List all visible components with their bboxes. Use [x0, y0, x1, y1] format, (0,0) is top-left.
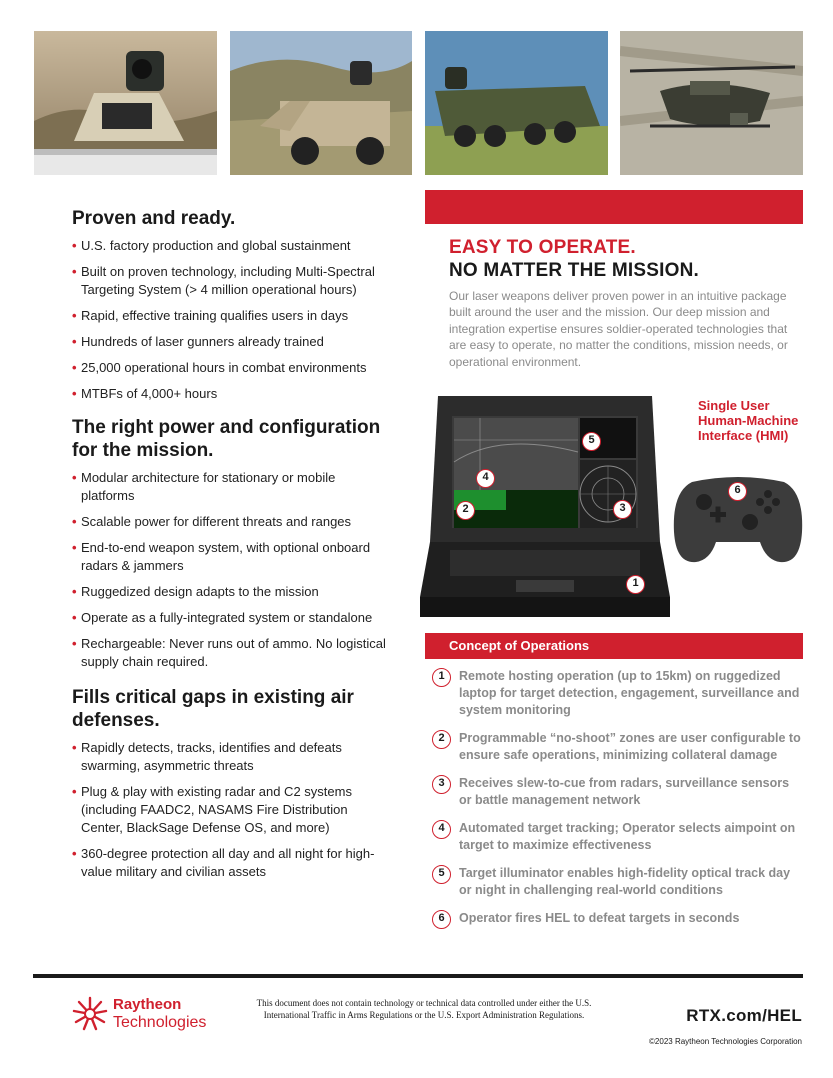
section-title-power: The right power and configuration for the mission.	[72, 417, 381, 461]
photo-utility-vehicle	[230, 31, 412, 175]
conops-header-bar	[425, 633, 803, 659]
list-item	[432, 865, 802, 899]
list-item: • Hundreds of laser gunners already trained	[72, 333, 392, 351]
list-item: • Rapidly detects, tracks, identifies and defeats swarming, asymmetric threats	[72, 739, 392, 775]
step-number: 4	[432, 820, 451, 839]
bullet-list-power	[72, 469, 392, 671]
list-item: • Operate as a fully-integrated system or standalone	[72, 609, 392, 627]
step-number: 1	[432, 668, 451, 687]
photo-armored-vehicle	[425, 31, 608, 175]
list-item: • Scalable power for different threats and ranges	[72, 513, 392, 531]
callout-4: 4	[476, 469, 495, 488]
section-title-proven: Proven and ready.	[72, 208, 236, 229]
list-item	[432, 668, 802, 719]
section-title-gaps: Fills critical gaps in existing air defenses.	[72, 687, 354, 731]
callout-5: 5	[582, 432, 601, 451]
list-item	[432, 910, 802, 929]
step-number: 3	[432, 775, 451, 794]
list-item: • Rapid, effective training qualifies users in days	[72, 307, 392, 325]
list-item: • Rechargeable: Never runs out of ammo. No logistical supply chain required.	[72, 635, 392, 671]
step-text: Remote hosting operation (up to 15km) on ruggedized laptop for target detection, engagement, surveillance and system monitoring	[459, 669, 800, 717]
list-item: • Plug & play with existing radar and C2 systems (including FAADC2, NASAMS Fire Distribution Center, BlackSage Defense OS, and more)	[72, 783, 392, 837]
easy-to-operate-block	[449, 236, 809, 370]
website-link[interactable]: RTX.com/HEL	[686, 1006, 802, 1025]
intro-paragraph: Our laser weapons deliver proven power in an intuitive package built around the user and the mission. Our deep mission and integration expertise ensures soldier-operated technologies that are easy to operate, no matter the conditions, mission needs, or operational environment.	[449, 289, 788, 369]
headline-dark: NO MATTER THE MISSION.	[449, 260, 699, 281]
list-item: • 360-degree protection all day and all night for high-value military and civilian assets	[72, 845, 392, 881]
photo-truck-mounted-sensor	[34, 31, 217, 175]
step-text: Automated target tracking; Operator selects aimpoint on target to maximize effectiveness	[459, 821, 796, 852]
step-number: 2	[432, 730, 451, 749]
copyright-notice: ©2023 Raytheon Technologies Corporation	[649, 1037, 802, 1046]
callout-6: 6	[728, 482, 747, 501]
raytheon-logo-icon	[72, 996, 108, 1032]
conops-title: Concept of Operations	[449, 638, 590, 653]
list-item: • Modular architecture for stationary or mobile platforms	[72, 469, 392, 505]
step-text: Receives slew-to-cue from radars, surveillance sensors or battle management network	[459, 776, 790, 807]
callout-3: 3	[613, 500, 632, 519]
step-number: 6	[432, 910, 451, 929]
headline-red: EASY TO OPERATE.	[449, 237, 636, 258]
list-item: • Ruggedized design adapts to the mission	[72, 583, 392, 601]
brand-subname: Technologies	[113, 1014, 207, 1031]
list-item	[432, 775, 802, 809]
bullet-list-gaps	[72, 739, 392, 881]
photo-helicopter	[620, 31, 803, 175]
list-item: • End-to-end weapon system, with optional onboard radars & jammers	[72, 539, 392, 575]
footer-divider	[33, 974, 803, 978]
step-text: Target illuminator enables high-fidelity optical track day or night in challenging real-world conditions	[459, 866, 791, 897]
step-text: Programmable “no-shoot” zones are user configurable to ensure safe operations, minimizing collateral damage	[459, 731, 801, 762]
bullet-list-proven	[72, 237, 392, 403]
step-text: Operator fires HEL to defeat targets in seconds	[459, 911, 740, 925]
list-item: • 25,000 operational hours in combat environments	[72, 359, 392, 377]
step-number: 5	[432, 865, 451, 884]
brand-name: Raytheon	[113, 996, 182, 1013]
list-item	[432, 730, 802, 764]
callout-1: 1	[626, 575, 645, 594]
red-header-band	[425, 190, 803, 224]
list-item	[432, 820, 802, 854]
list-item: • MTBFs of 4,000+ hours	[72, 385, 392, 403]
hmi-label: Single User Human-Machine Interface (HMI)	[698, 398, 799, 443]
list-item: • Built on proven technology, including Multi-Spectral Targeting System (> 4 million operational hours)	[72, 263, 392, 299]
feature-column	[72, 207, 392, 889]
conops-list	[432, 668, 802, 940]
export-disclaimer: This document does not contain technology or technical data controlled under either the U.S. International Traffic in Arms Regulations or the U.S. Export Administration Regulations.	[256, 998, 592, 1020]
callout-2: 2	[456, 501, 475, 520]
list-item: • U.S. factory production and global sustainment	[72, 237, 392, 255]
